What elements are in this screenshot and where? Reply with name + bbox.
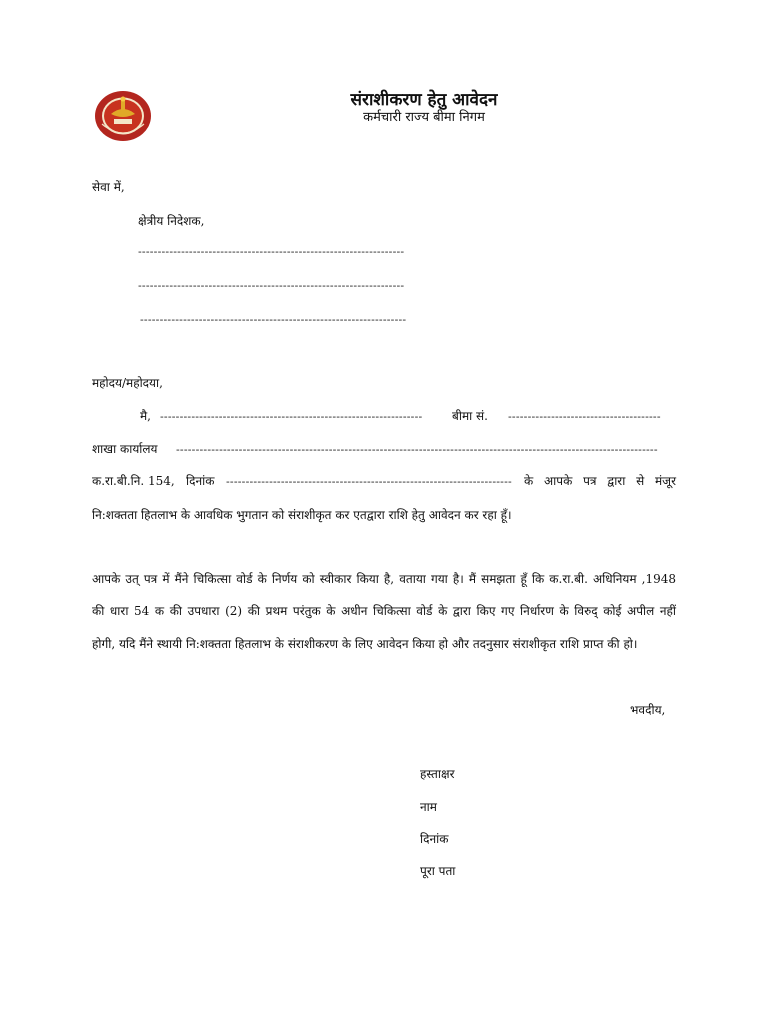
signature-label: हस्ताक्षर — [420, 767, 455, 781]
para2-line2: की धारा 54 क की उपधारा (2) की प्रथम परंतुक के अधीन चिकित्सा वोर्ड के द्वारा किए गए निर्धारण के विरुद् कोई अपील नहीं — [92, 604, 676, 618]
line1-prefix: मै, — [140, 409, 151, 423]
page-subtitle: कर्मचारी राज्य बीमा निगम — [363, 110, 485, 125]
line3-suffix: के आपके पत्र द्वारा से मंजूर — [524, 474, 676, 488]
address-line-2: -------------------------------------------------------------------- — [138, 279, 405, 292]
address-line-3: -------------------------------------------------------------------- — [140, 313, 407, 326]
full-address-label: पूरा पता — [420, 864, 456, 878]
date-blank: ------------------------------------------------------------------------- — [226, 475, 512, 488]
greeting: महोदय/महोदया, — [92, 376, 163, 390]
salutation-to: सेवा में, — [92, 180, 125, 194]
insurance-no-blank: --------------------------------------- — [508, 410, 661, 423]
date-field-label: दिनांक — [420, 832, 449, 846]
page-title: संराशीकरण हेतु आवेदन — [350, 90, 498, 110]
form-ref: क.रा.बी.नि. 154, — [92, 474, 175, 488]
branch-office-blank: --------------------------------------------------------------------------------------------------------------------------- — [176, 443, 658, 456]
name-label: नाम — [420, 800, 437, 814]
date-label: दिनांक — [186, 474, 215, 488]
name-blank: ------------------------------------------------------------------- — [160, 410, 423, 423]
para2-line3: होगी, यदि मैंने स्थायी नि:शक्तता हितलाभ के संराशीकरण के लिए आवेदन किया हो और तदनुसार संराशीकृत राशि प्राप्त की हो। — [92, 637, 638, 651]
recipient-title: क्षेत्रीय निदेशक, — [138, 214, 205, 228]
para2-line1: आपके उत् पत्र में मैंने चिकित्सा वोर्ड के निर्णय को स्वीकार किया है, वताया गया है। मैं समझता हूँ कि क.रा.बी. अधिनियम ,1948 — [92, 572, 676, 586]
address-line-1: -------------------------------------------------------------------- — [138, 245, 405, 258]
branch-office-label: शाखा कार्यालय — [92, 442, 158, 456]
insurance-no-label: बीमा सं. — [452, 409, 488, 423]
application-statement: नि:शक्तता हितलाभ के आवधिक भुगतान को संराशीकृत कर एतद्वारा राशि हेतु आवेदन कर रहा हूँ। — [92, 508, 512, 522]
yours-faithfully: भवदीय, — [630, 703, 666, 717]
